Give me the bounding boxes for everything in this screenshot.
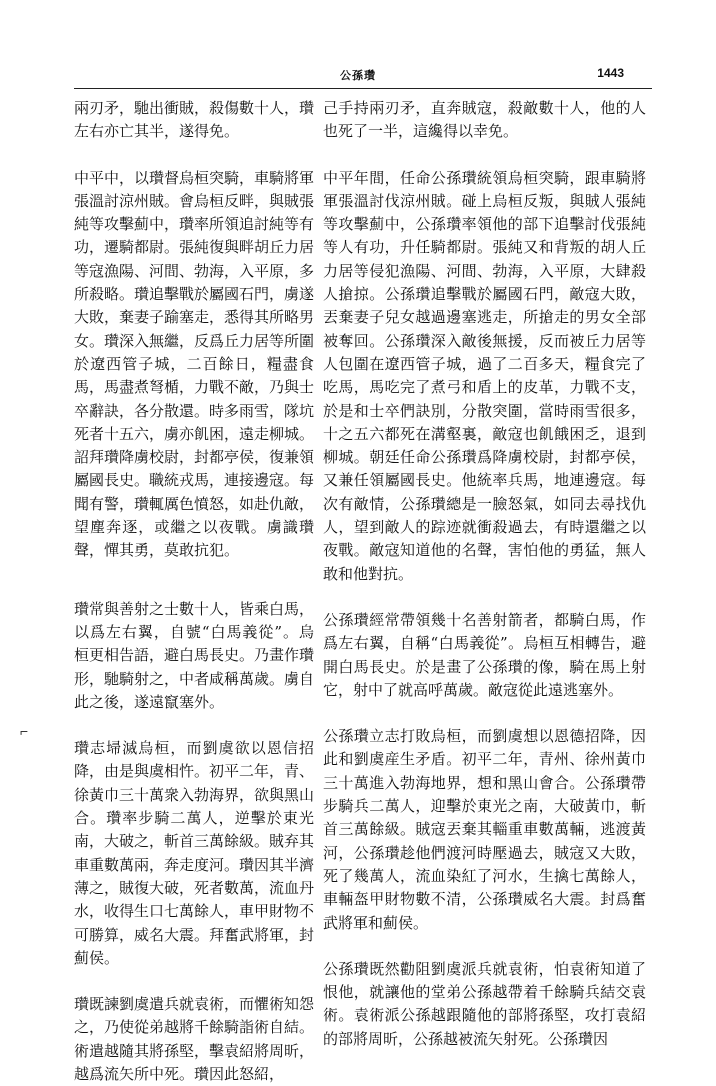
- translation-paragraph: 己手持兩刃矛，直奔賊寇，殺敵數十人，他的人也死了一半，這纔得以幸免。: [323, 99, 646, 141]
- original-paragraph: 瓚志埽滅烏桓，而劉虞欲以恩信招降，由是與虞相忤。初平二年，青、徐黃巾三十萬衆入勃海界，欲與黑山合。瓚率步騎二萬人，逆擊於東光南，大破之，斬首三萬餘級。賊弃其車重數萬兩，奔走度河。瓚因其半濟薄之，賊復大破，死者數萬，流血丹水，收得生口七萬餘人，車甲財物不可勝算，威名大震。拜奮武將軍，封薊侯。: [74, 739, 315, 967]
- page-number: 1443: [597, 66, 624, 80]
- running-header-title: 公孫瓚: [340, 69, 376, 82]
- header-divider: [74, 88, 652, 89]
- paragraph-gap: [323, 702, 646, 725]
- paragraph-gap: [74, 714, 314, 737]
- paragraph-gap: [74, 563, 314, 598]
- original-paragraph: 兩刃矛，馳出衝賊，殺傷數十人，瓚左右亦亡其半，遂得免。: [74, 99, 315, 141]
- original-paragraph: 瓚常與善射之士數十人，皆乘白馬，以爲左右翼，自號“白馬義從”。烏桓更相告語，避白馬長史。乃畫作瓚形，馳騎射之，中者咸稱萬歲。虜自此之後，遂遠竄塞外。: [74, 599, 315, 711]
- original-paragraph: 中平中，以瓚督烏桓突騎，車騎將軍張溫討涼州賊。會烏桓反畔，與賊張純等攻擊薊中，瓚率所領追討純等有功，遷騎都尉。張純復與畔胡丘力居等寇漁陽、河間、勃海，入平原，多所殺略。瓚追擊戰於屬國石門，虜遂大敗，棄妻子踰塞走，悉得其所略男女。瓚深入無繼，反爲丘力居等所圍於遼西管子城，二百餘日，糧盡食馬，馬盡煮弩楯，力戰不敵，乃與士卒辭訣，各分散還。時多雨雪，隊坑死者十五六，虜亦飢困，遠走柳城。詔拜瓚降虜校尉，封都亭侯，復兼領屬國長史。職統戎馬，連接邊寇。每聞有警，瓚輒厲色憤怒，如赴仇敵，望塵奔逐，或繼之以夜戰。虜識瓚聲，憚其勇，莫敢抗犯。: [74, 168, 315, 560]
- paragraph-gap: [74, 144, 314, 167]
- translation-paragraph: 中平年間，任命公孫瓚統領烏桓突騎，跟車騎將軍張溫討伐涼州賊。碰上烏桓反叛，與賊人張純等攻擊薊中，公孫瓚率領他的部下追擊討伐張純等人有功，升任騎都尉。張純又和背叛的胡人丘力居等侵犯漁陽、河間、勃海，入平原，大肆殺人搶掠。公孫瓚追擊戰於屬國石門，敵寇大敗，丟棄妻子兒女越過邊塞逃走，所搶走的男女全部被奪回。公孫瓚深入敵後無援，反而被丘力居等人包圍在遼西管子城，過了二百多天，糧食完了吃馬，馬吃完了煮弓和盾上的皮革，力戰不支，於是和士卒們訣別，分散突圍，當時雨雪很多，十之五六都死在溝壑裏，敵寇也飢餓困乏，退到柳城。朝廷任命公孫瓚爲降虜校尉，封都亭侯，又兼任領屬國長史。他統率兵馬，地連邊寇。每次有敵情，公孫瓚總是一臉怒氣，如同去尋找仇人，望到敵人的踪迹就衝殺過去，有時還繼之以夜戰。敵寇知道他的名聲，害怕他的勇猛，無人敢和他對抗。: [323, 168, 646, 583]
- translation-paragraph: 公孫瓚既然勸阻劉虞派兵就袁術，怕袁術知道了恨他，就讓他的堂弟公孫越帶着千餘騎兵結交袁術。袁術派公孫越跟隨他的部將孫堅，攻打袁紹的部將周昕，公孫越被流矢射死。公孫瓚因: [323, 959, 646, 1048]
- paragraph-gap: [74, 970, 314, 993]
- translation-column: [323, 97, 646, 1051]
- paragraph-gap: [323, 935, 646, 958]
- translation-paragraph: 公孫瓚立志打敗烏桓，而劉虞想以恩德招降，因此和劉虞産生矛盾。初平二年，青州、徐州黃巾三十萬進入勃海地界，想和黑山會合。公孫瓚帶步騎兵二萬人，迎擊於東光之南，大破黃巾，斬首三萬餘級。賊寇丟棄其輜重車數萬輛，逃渡黃河，公孫瓚趁他們渡河時壓過去，賊寇又大敗，死了幾萬人，流血染紅了河水，生擒七萬餘人，車輛盔甲財物數不清，公孫瓚威名大震。封爲奮武將軍和薊侯。: [323, 727, 646, 932]
- original-paragraph: 瓚既諫劉虞遣兵就袁術，而懼術知怨之，乃使從弟越將千餘騎詣術自結。術遣越隨其將孫堅，擊袁紹將周昕，越爲流矢所中死。瓚因此怒紹，: [74, 995, 315, 1083]
- translation-paragraph: 公孫瓚經常帶領幾十名善射箭者，都騎白馬，作爲左右翼，自稱“白馬義從”。烏桓互相轉告，避開白馬長史。於是畫了公孫瓚的像，騎在馬上射它，射中了就高呼萬歲。敵寇從此遠逃塞外。: [323, 610, 646, 699]
- margin-mark: ⌐: [20, 723, 29, 739]
- original-text-column: [74, 97, 314, 1086]
- paragraph-gap: [323, 586, 646, 609]
- paragraph-gap: [323, 144, 646, 167]
